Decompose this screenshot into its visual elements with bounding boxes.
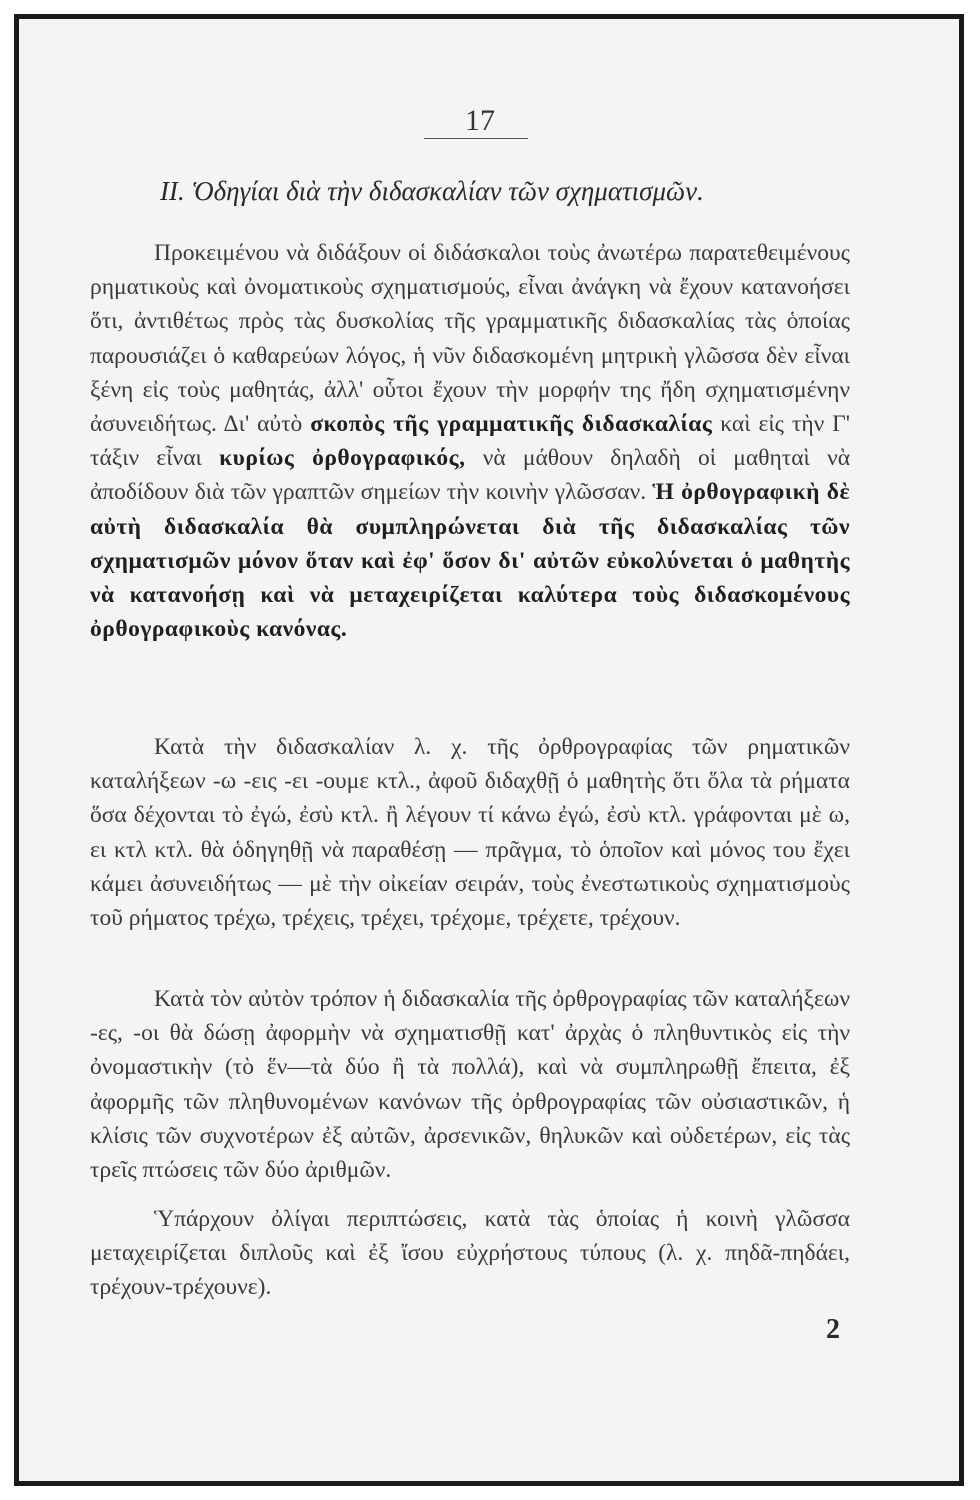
paragraph-1-text-c: καὶ εἰς τὴν Γ' τάξιν εἶναι <box>90 411 851 472</box>
paragraph-4 <box>90 1202 850 1305</box>
paragraph-4-text: Ὑπάρχουν ὀλίγαι περιπτώσεις, κατὰ τὰς ὁποίας ἡ κοινὴ γλῶσσα μεταχειρίζεται διπλοῦς καὶ ἐξ ἴσου εὐχρήστους τύπους (λ. χ. πηδᾶ-πηδάει, τρέχουν-τρέχουνε). <box>90 1206 850 1301</box>
paragraph-2 <box>90 730 850 935</box>
paragraph-3 <box>90 982 850 1187</box>
paragraph-3-text: Κατὰ τὸν αὐτὸν τρόπον ἡ διδασκαλία τῆς ὀρθρογραφίας τῶν καταλήξεων -ες, -οι θὰ δώσῃ ἀφορμὴν νὰ σχηματισθῇ κατ' ἀρχὰς ὁ πληθυντικὸς εἰς τὴν ὀνομαστικὴν (τὸ ἕν—τὰ δύο ἢ τὰ πολλά), καὶ νὰ συμπληρωθῇ ἔπειτα, ἐξ ἀφορμῆς τῶν πληθυνομένων κανόνων τῆς ὀρθρογραφίας τῶν οὐσιαστικῶν, ἡ κλίσις τῶν συχνοτέρων ἐξ αὐτῶν, ἀρσενικῶν, θηλυκῶν καὶ οὐδετέρων, εἰς τὰς τρεῖς πτώσεις τῶν δύο ἀριθμῶν. <box>90 986 850 1184</box>
paragraph-1-emphasis-f: Ἡ ὀρθογραφικὴ δὲ αὐτὴ διδασκαλία θὰ συμπληρώνεται διὰ τῆς διδασκαλίας τῶν σχηματισμῶν μόνον ὅταν καὶ ἐφ' ὅσον δι' αὐτῶν εὐκολύνεται ὁ μαθητὴς νὰ κατανοήσῃ καὶ νὰ μεταχειρίζεται καλύτερα τοὺς διδασκομένους ὀρθογραφικοὺς κανόνας. <box>90 479 851 643</box>
paragraph-2-text: Κατὰ τὴν διδασκαλίαν λ. χ. τῆς ὀρθρογραφίας τῶν ρηματικῶν καταλήξεων -ω -εις -ει -ουμε κτλ., ἀφοῦ διδαχθῇ ὁ μαθητὴς ὅτι ὅλα τὰ ρήματα ὅσα δέχονται τὸ ἐγώ, ἐσὺ κτλ. ἢ λέγουν τί κάνω ἐγώ, ἐσὺ κτλ. γράφονται μὲ ω, ει κτλ κτλ. θὰ ὁδηγηθῇ νὰ παραθέσῃ — πρᾶγμα, τὸ ὁποῖον καὶ μόνος του ἔχει κάμει ἀσυνειδήτως — μὲ τὴν οἰκείαν σειράν, τοὺς ἐνεστωτικοὺς σχηματισμοὺς τοῦ ρήματος τρέχω, τρέχεις, τρέχει, τρέχομε, τρέχετε, τρέχουν. <box>90 734 850 932</box>
signature-mark: 2 <box>826 1314 840 1345</box>
paragraph-1-emphasis-d: κυρίως ὀρθογραφικός, <box>219 445 466 472</box>
page-number-rule <box>424 138 528 139</box>
paragraph-1-emphasis-b: σκοπὸς τῆς γραμματικῆς διδασκαλίας <box>310 411 713 438</box>
section-heading: ΙΙ. Ὁδηγίαι διὰ τὴν διδασκαλίαν τῶν σχηματισμῶν. <box>160 176 704 206</box>
paragraph-1-text-a: Προκειμένου νὰ διδάξουν οἱ διδάσκαλοι τοὺς ἀνωτέρω παρατεθειμένους ρηματικοὺς καὶ ὀνοματικοὺς σχηματισμούς, εἶναι ἀνάγκη νὰ ἔχουν κατανοήσει ὅτι, ἀντιθέτως πρὸς τὰς δυσκολίας τῆς γραμματικῆς διδασκαλίας τὰς ὁποίας παρουσιάζει ὁ καθαρεύων λόγος, ἡ νῦν διδασκομένη μητρικὴ γλῶσσα δὲν εἶναι ξένη εἰς τοὺς μαθητάς, ἀλλ' οὗτοι ἔχουν τὴν μορφήν της ἤδη σχηματισμένην ἀσυνειδήτως. Δι' αὐτὸ <box>90 240 850 438</box>
page-number: 17 <box>465 104 495 137</box>
paragraph-1 <box>90 236 850 646</box>
paragraph-1-text-e: νὰ μάθουν δηλαδὴ οἱ μαθηταὶ νὰ ἀποδίδουν διὰ τῶν γραπτῶν σημείων τὴν κοινὴν γλῶσσαν. <box>90 445 851 506</box>
